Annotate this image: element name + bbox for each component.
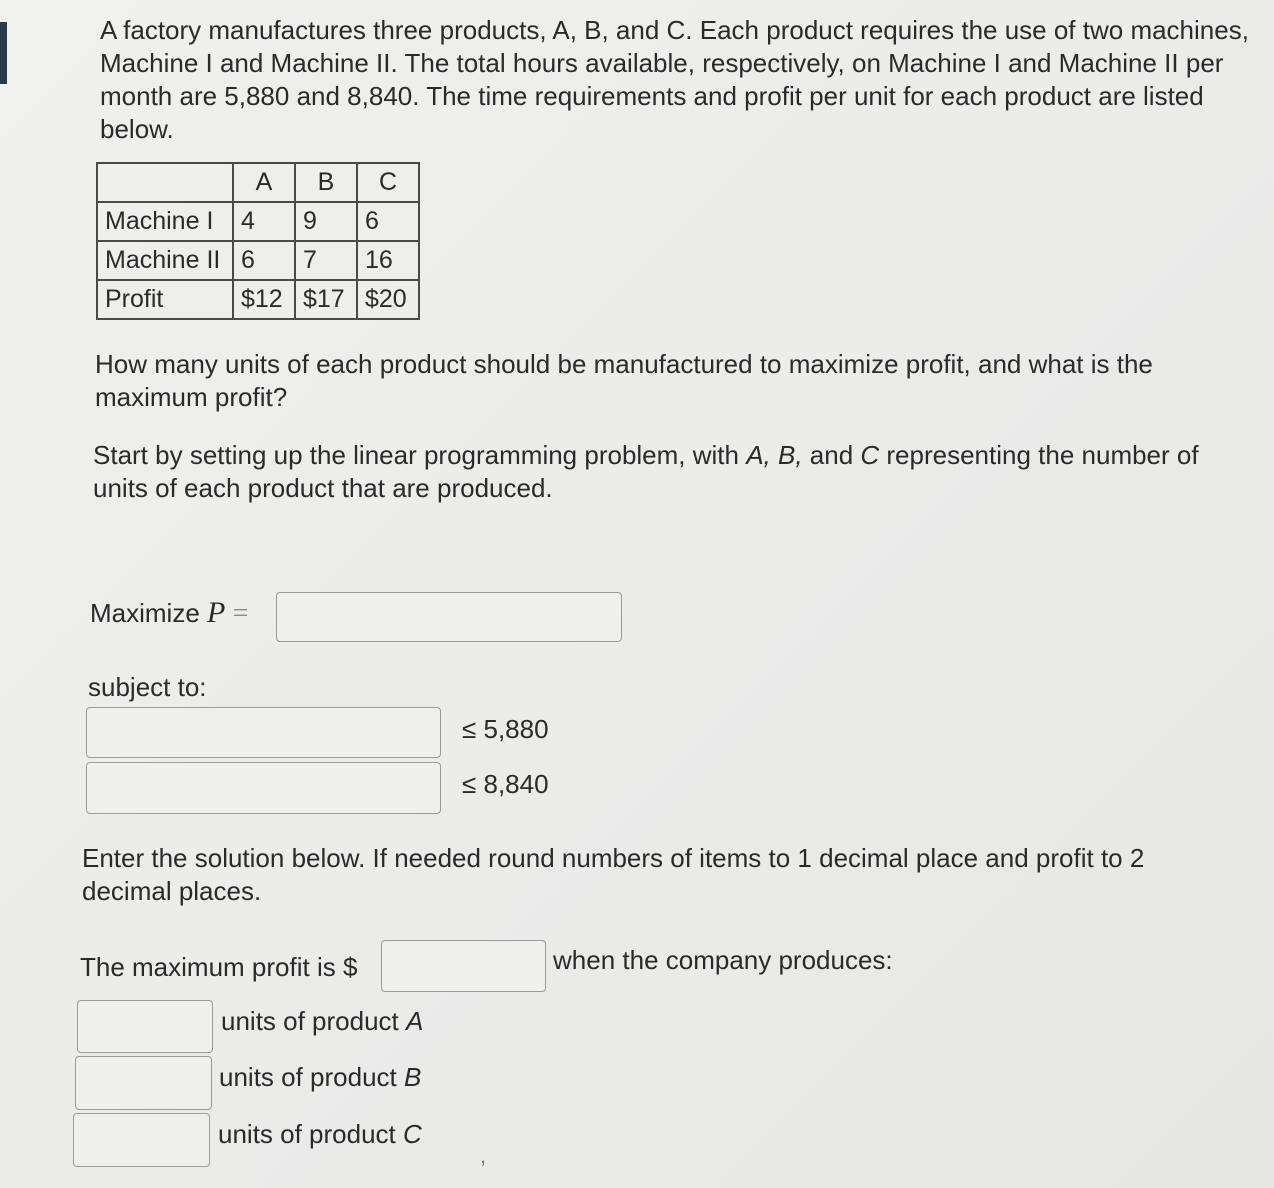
objective-label bbox=[90, 598, 248, 629]
left-accent-bar bbox=[0, 22, 7, 84]
max-profit-input[interactable] bbox=[381, 940, 546, 992]
table-row-label: Machine I bbox=[97, 202, 233, 241]
objective-input[interactable] bbox=[276, 592, 622, 642]
table-corner-cell bbox=[97, 163, 233, 202]
product-letter: B bbox=[404, 1062, 422, 1092]
constraint-2-bound: ≤ 8,840 bbox=[462, 769, 549, 799]
units-c-label bbox=[218, 1119, 422, 1149]
units-a-label bbox=[221, 1006, 423, 1036]
table-header-b: B bbox=[295, 163, 357, 202]
setup-and: and bbox=[802, 440, 861, 470]
table-cell: $12 bbox=[233, 280, 295, 319]
table-cell: $20 bbox=[357, 280, 419, 319]
table-row bbox=[97, 280, 419, 319]
requirements-table bbox=[96, 162, 420, 320]
constraint-2-input[interactable] bbox=[86, 762, 441, 814]
table-cell: 6 bbox=[357, 202, 419, 241]
setup-prefix: Start by setting up the linear programming problem, with bbox=[93, 440, 747, 470]
units-a-input[interactable] bbox=[77, 1000, 213, 1053]
maximize-text: Maximize bbox=[90, 598, 200, 628]
table-row bbox=[97, 202, 419, 241]
problem-intro: A factory manufactures three products, A, B, and C. Each product requires the use of two machines, Machine I and Machine II. The total hours available, respectively, on Machine I and Machine II per month are 5,880 and 8,840. The time requirements and profit per unit for each product are listed below. bbox=[100, 15, 1249, 144]
setup-var-c: C bbox=[860, 440, 880, 470]
max-profit-suffix: when the company produces: bbox=[553, 945, 893, 975]
units-b-label bbox=[219, 1062, 421, 1092]
table-cell: $17 bbox=[295, 280, 357, 319]
objective-variable: P bbox=[207, 596, 226, 629]
table-header-a: A bbox=[233, 163, 295, 202]
table-cell: 9 bbox=[295, 202, 357, 241]
units-text: units of product bbox=[218, 1119, 396, 1149]
setup-suffix: representing the number of units of each product that are produced. bbox=[93, 440, 1199, 503]
max-profit-prefix: The maximum profit is $ bbox=[80, 952, 358, 982]
problem-question: How many units of each product should be manufactured to maximize profit, and what is the maximum profit? bbox=[95, 349, 1153, 412]
table-cell: 6 bbox=[233, 241, 295, 280]
setup-instructions bbox=[93, 439, 1253, 505]
stray-mark: , bbox=[480, 1143, 487, 1168]
units-b-input[interactable] bbox=[75, 1056, 212, 1110]
solution-instructions: Enter the solution below. If needed round numbers of items to 1 decimal place and profit to 2 decimal places. bbox=[82, 843, 1145, 906]
product-letter: C bbox=[403, 1119, 422, 1149]
table-cell: 7 bbox=[295, 241, 357, 280]
table-cell: 16 bbox=[357, 241, 419, 280]
constraint-1-input[interactable] bbox=[86, 707, 441, 758]
table-row-label: Machine II bbox=[97, 241, 233, 280]
table-row-label: Profit bbox=[97, 280, 233, 319]
table-header-row bbox=[97, 163, 419, 202]
product-letter: A bbox=[406, 1006, 424, 1036]
setup-vars: A, B, bbox=[746, 440, 803, 470]
units-text: units of product bbox=[219, 1062, 397, 1092]
units-c-input[interactable] bbox=[73, 1113, 210, 1167]
equals-sign: = bbox=[232, 598, 249, 629]
table-row bbox=[97, 241, 419, 280]
table-header-c: C bbox=[357, 163, 419, 202]
subject-to-label: subject to: bbox=[88, 672, 207, 702]
table-cell: 4 bbox=[233, 202, 295, 241]
constraint-1-bound: ≤ 5,880 bbox=[462, 714, 549, 744]
units-text: units of product bbox=[221, 1006, 399, 1036]
